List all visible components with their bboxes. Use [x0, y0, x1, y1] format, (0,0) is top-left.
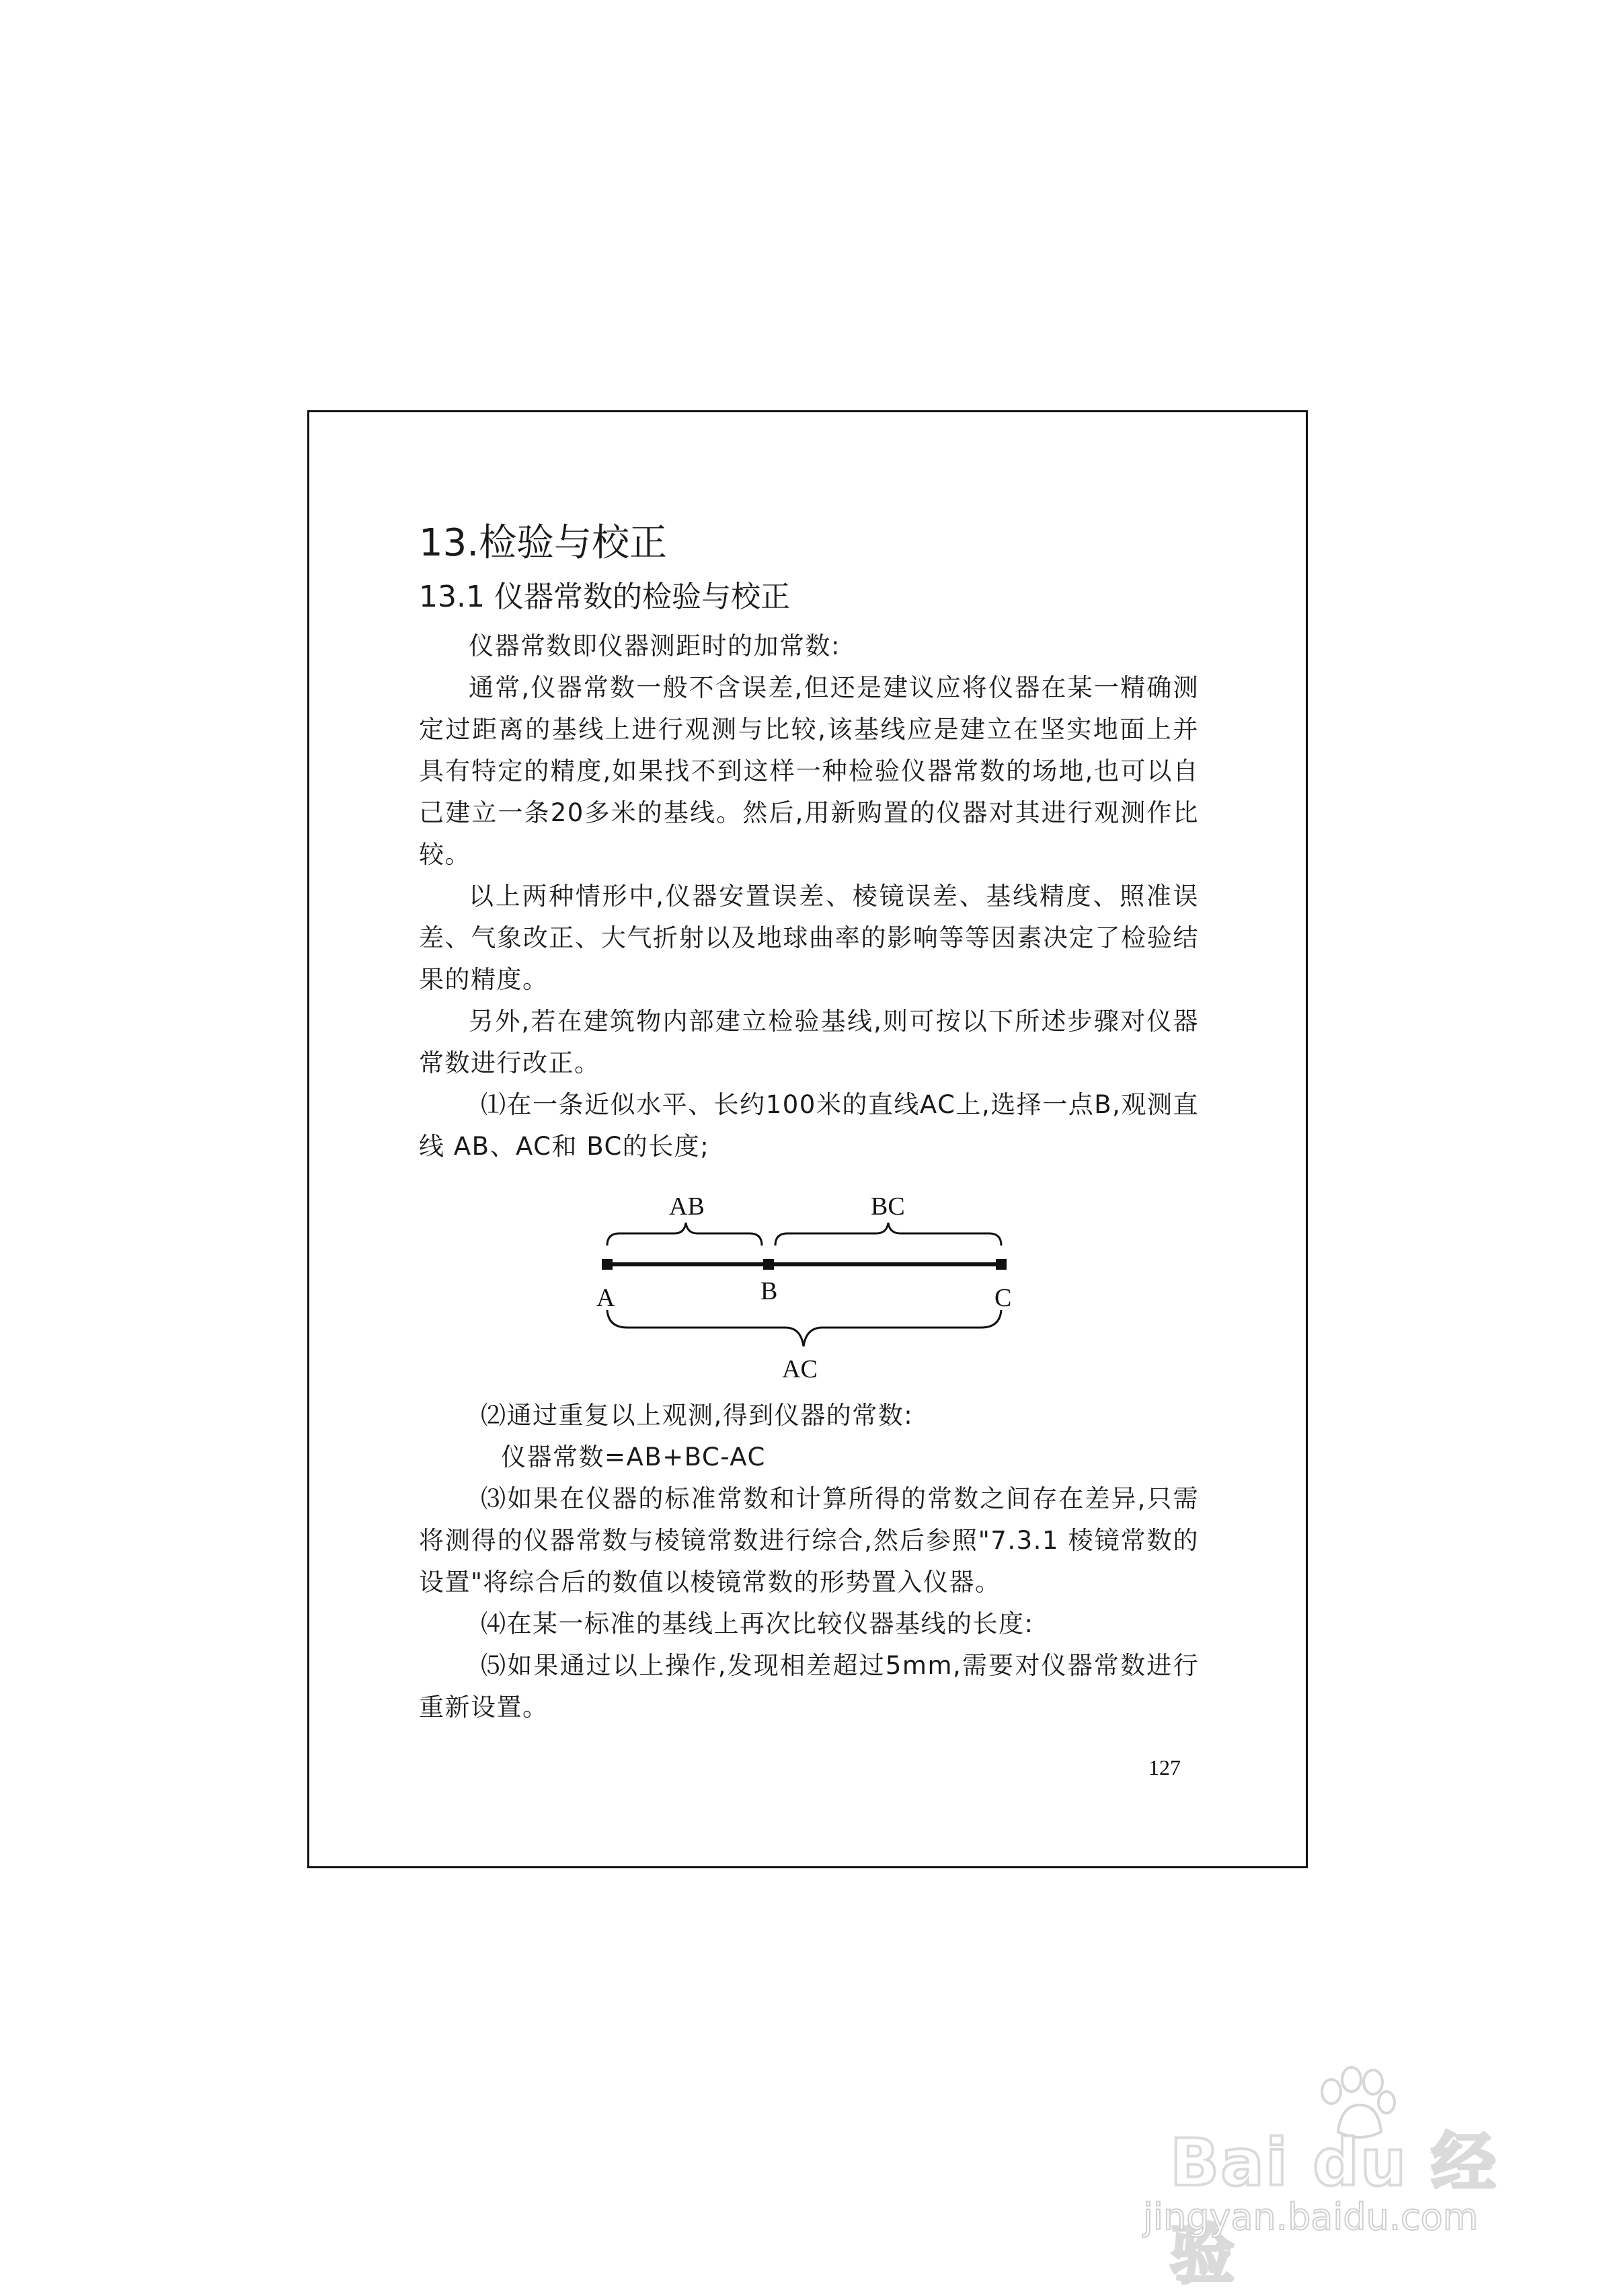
label-b: B — [760, 1277, 778, 1305]
paragraph-error-factors: 以上两种情形中,仪器安置误差、棱镜误差、基线精度、照准误差、气象改正、大气折射以及地球曲率的影响等等因素决定了检验结果的精度。 — [419, 882, 1199, 994]
watermark-logo: Bai du 经验 — [1170, 2125, 1497, 2293]
formula: 仪器常数=AB+BC-AC — [501, 1443, 766, 1471]
label-c: C — [994, 1284, 1012, 1312]
paragraph-indoor: 另外,若在建筑物内部建立检验基线,则可按以下所述步骤对仪器常数进行改正。 — [419, 1007, 1199, 1077]
section-title: 13.1 仪器常数的检验与校正 — [419, 580, 790, 614]
step-3: ⑶如果在仪器的标准常数和计算所得的常数之间存在差异,只需将测得的仪器常数与棱镜常数进行综合,然后参照"7.3.1 棱镜常数的设置"将综合后的数值以棱镜常数的形势置入仪器。 — [419, 1484, 1199, 1597]
step-1: ⑴在一条近似水平、长约100米的直线AC上,选择一点B,观测直线 AB、AC和 BC的长度; — [419, 1090, 1199, 1161]
point-a-marker — [602, 1259, 613, 1270]
page-content — [419, 516, 1199, 1728]
label-ab: AB — [669, 1192, 705, 1221]
watermark-url: jingyan.baidu.com — [1143, 2196, 1479, 2238]
brace-ac — [607, 1310, 1001, 1346]
point-b-marker — [763, 1259, 774, 1270]
baseline-diagram — [419, 1178, 1199, 1380]
chapter-title: 13.检验与校正 — [419, 521, 668, 565]
paragraph-baseline: 通常,仪器常数一般不含误差,但还是建议应将仪器在某一精确测定过距离的基线上进行观测与比较,该基线应是建立在坚实地面上并具有特定的精度,如果找不到这样一种检验仪器常数的场地,也可以自己建立一条20多米的基线。然后,用新购置的仪器对其进行观测作比较。 — [419, 673, 1199, 869]
label-a: A — [596, 1284, 615, 1312]
step-2: ⑵通过重复以上观测,得到仪器的常数: — [481, 1401, 914, 1430]
step-4: ⑷在某一标准的基线上再次比较仪器基线的长度: — [481, 1609, 1034, 1638]
page-number: 127 — [1148, 1755, 1181, 1780]
step-5: ⑸如果通过以上操作,发现相差超过5mm,需要对仪器常数进行重新设置。 — [419, 1651, 1199, 1722]
label-ac: AC — [782, 1355, 818, 1380]
paragraph-definition: 仪器常数即仪器测距时的加常数: — [469, 632, 840, 660]
baidu-watermark — [1089, 2065, 1560, 2293]
brace-ab — [607, 1223, 762, 1246]
label-bc: BC — [871, 1192, 905, 1221]
brace-bc — [775, 1223, 1001, 1246]
point-c-marker — [996, 1259, 1007, 1270]
